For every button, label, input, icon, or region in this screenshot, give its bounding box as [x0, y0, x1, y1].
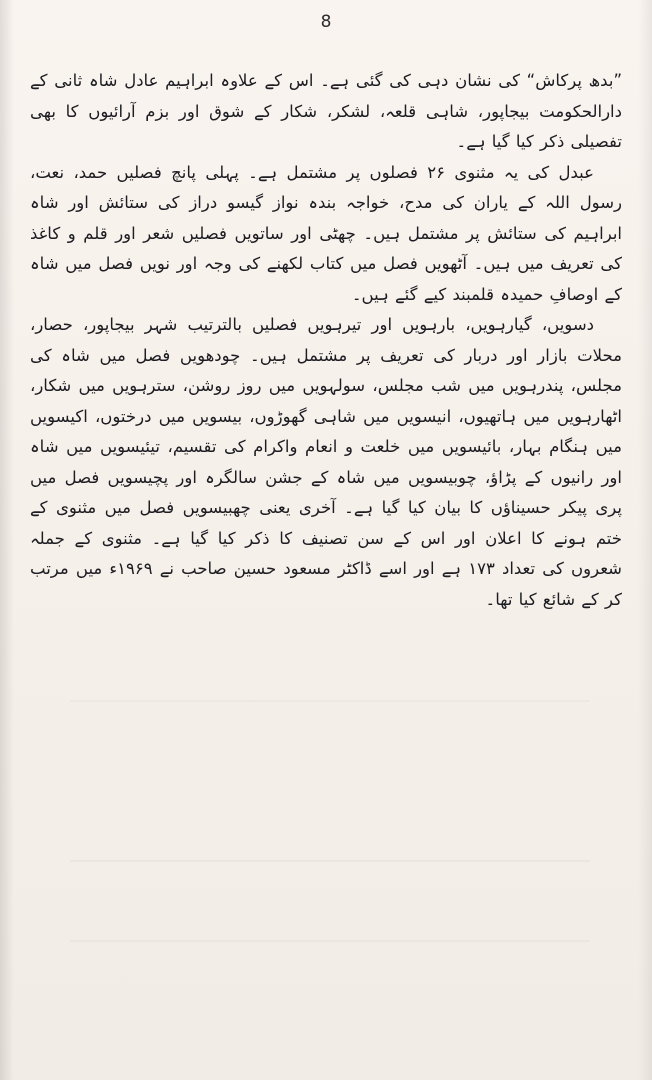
page-number: 8 — [320, 12, 332, 32]
paragraph-3: دسویں، گیارہویں، بارہویں اور تیرہویں فصلیں بالترتیب شہر بیجاپور، حصار، محلات بازار اور دربار کی تعریف پر مشتمل ہیں۔ چودھویں فصل میں شاہ کی مجلس، پندرہویں میں شب مجلس، سولہویں میں روز روشن، سترہویں میں شکار، اٹھارہویں میں ہاتھیوں، انیسویں میں شاہی گھوڑوں، بیسویں میں درختوں، اکیسویں میں ہنگام بہار، بائیسویں میں خلعت و انعام واکرام کی تقسیم، تیئیسویں میں شاہ اور رانیوں کے پڑاؤ، چوبیسویں میں شاہ کے جشن سالگرہ اور پچیسویں فصل میں پری پیکر حسیناؤں کا بیان کیا گیا ہے۔ آخری یعنی چھبیسویں فصل میں مثنوی کے ختم ہونے کا اعلان اور اس کے سن تصنیف کا ذکر کیا گیا ہے۔ مثنوی کے جملہ شعروں کی تعداد ۱۷۳ ہے اور اسے ڈاکٹر مسعود حسین صاحب نے ۱۹۶۹ء میں مرتب کر کے شائع کیا تھا۔ — [30, 315, 622, 609]
paragraph-1: ”بدھ پرکاش“ کی نشان دہی کی گئی ہے۔ اس کے علاوہ ابراہیم عادل شاہ ثانی کے دارالحکومت بیجاپور، شاہی قلعہ، لشکر، شکار کے شوق اور بزم آرائیوں کا بھی تفصیلی ذکر کیا گیا ہے۔ — [30, 71, 622, 151]
page-edge-shadow — [638, 0, 652, 1080]
reverse-side-bleed — [70, 700, 590, 702]
reverse-side-bleed — [70, 940, 590, 942]
page-gutter-shadow — [0, 0, 14, 1080]
paragraph-2: عبدل کی یہ مثنوی ۲۶ فصلوں پر مشتمل ہے۔ پہلی پانچ فصلیں حمد، نعت، رسول اللہ کے یاران کی مدح، خواجہ بندہ نواز گیسو دراز کی ستائش اور شاہ ابراہیم کی ستائش پر مشتمل ہیں۔ چھٹی اور ساتویں فصلیں شعر اور قلم و کاغذ کی تعریف میں ہیں۔ آٹھویں فصل میں کتاب لکھنے کی وجہ اور نویں فصل میں شاہ کے اوصافِ حمیدہ قلمبند کیے گئے ہیں۔ — [30, 162, 622, 304]
reverse-side-bleed — [70, 860, 590, 862]
body-text — [30, 66, 622, 615]
